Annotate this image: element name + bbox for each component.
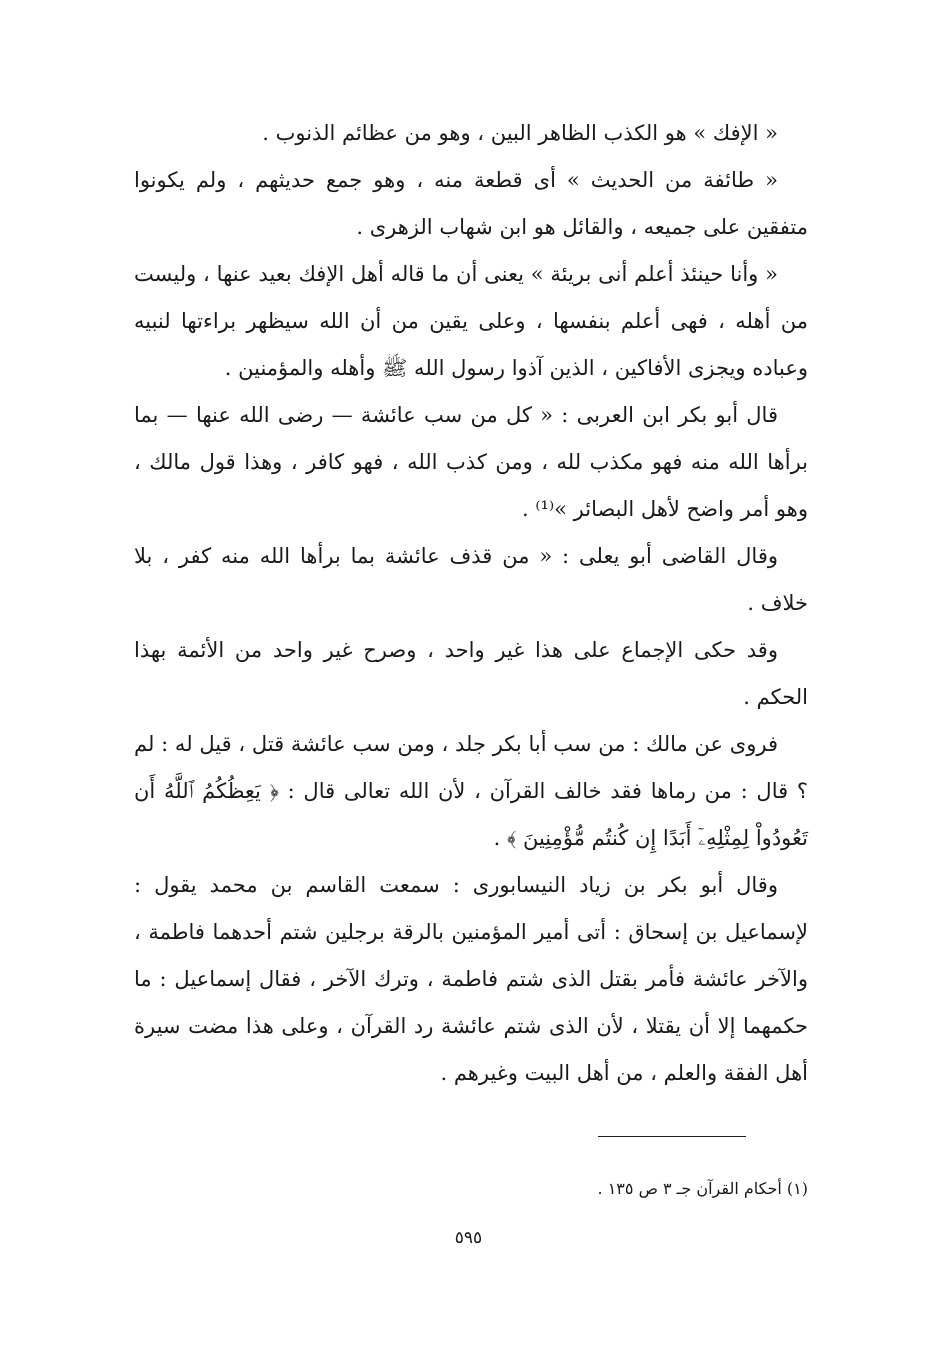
paragraph-ifk-definition: « الإفك » هو الكذب الظاهر البين ، وهو من عظائم الذنوب . [262,121,778,145]
paragraph-consensus: وقد حكى الإجماع على هذا غير واحد ، وصرح غير واحد من الأئمة بهذا الحكم . [134,638,808,709]
paragraph-malik: فروى عن مالك : من سب أبا بكر جلد ، ومن سب عائشة قتل ، قيل له : لم ؟ قال : من رماها فقد خالف القرآن ، لأن الله تعالى قال : ﴿ يَعِظُكُمُ ٱللَّهُ أَن تَعُودُواْ لِمِثْلِهِۦٓ أَبَدًا إِن كُنتُم مُّؤْمِنِينَ ﴾ . [134,732,808,850]
footnote-divider [598,1136,746,1137]
paragraph-abu-yala: وقال القاضى أبو يعلى : « من قذف عائشة بما برأها الله منه كفر ، بلا خلاف . [134,544,808,615]
paragraph-ibn-al-arabi: قال أبو بكر ابن العربى : « كل من سب عائشة — رضى الله عنها — بما برأها الله منه فهو مكذب لله ، ومن كذب الله ، فهو كافر ، وهذا قول مالك ، وهو أمر واضح لأهل البصائر »⁽¹⁾ . [134,403,808,521]
paragraph-innocence: « وأنا حينئذ أعلم أنى بريئة » يعنى أن ما قاله أهل الإفك بعيد عنها ، وليست من أهله ، فهى أعلم بنفسها ، وعلى يقين من أن الله سيظهر براءتها لنبيه وعباده ويجزى الأفاكين ، الذين آذوا رسول الله ﷺ وأهله والمؤمنين . [134,262,808,380]
paragraph-naysaburi: وقال أبو بكر بن زياد النيسابورى : سمعت القاسم بن محمد يقول : لإسماعيل بن إسحاق : أتى أمير المؤمنين بالرقة برجلين شتم أحدهما فاطمة ، والآخر عائشة فأمر بقتل الذى شتم فاطمة ، وترك الآخر ، فقال إسماعيل : ما حكمهما إلا أن يقتلا ، لأن الذى شتم عائشة رد القرآن ، وعلى هذا مضت سيرة أهل الفقة والعلم ، من أهل البيت وغيرهم . [134,873,808,1085]
footnote: (١) أحكام القرآن جـ ٣ ص ١٣٥ . [597,1179,808,1198]
main-text [134,110,808,1097]
page-number: ٥٩٥ [454,1228,483,1248]
paragraph-taifa: « طائفة من الحديث » أى قطعة منه ، وهو جمع حديثهم ، ولم يكونوا متفقين على جميعه ، والقائل هو ابن شهاب الزهرى . [134,168,808,239]
